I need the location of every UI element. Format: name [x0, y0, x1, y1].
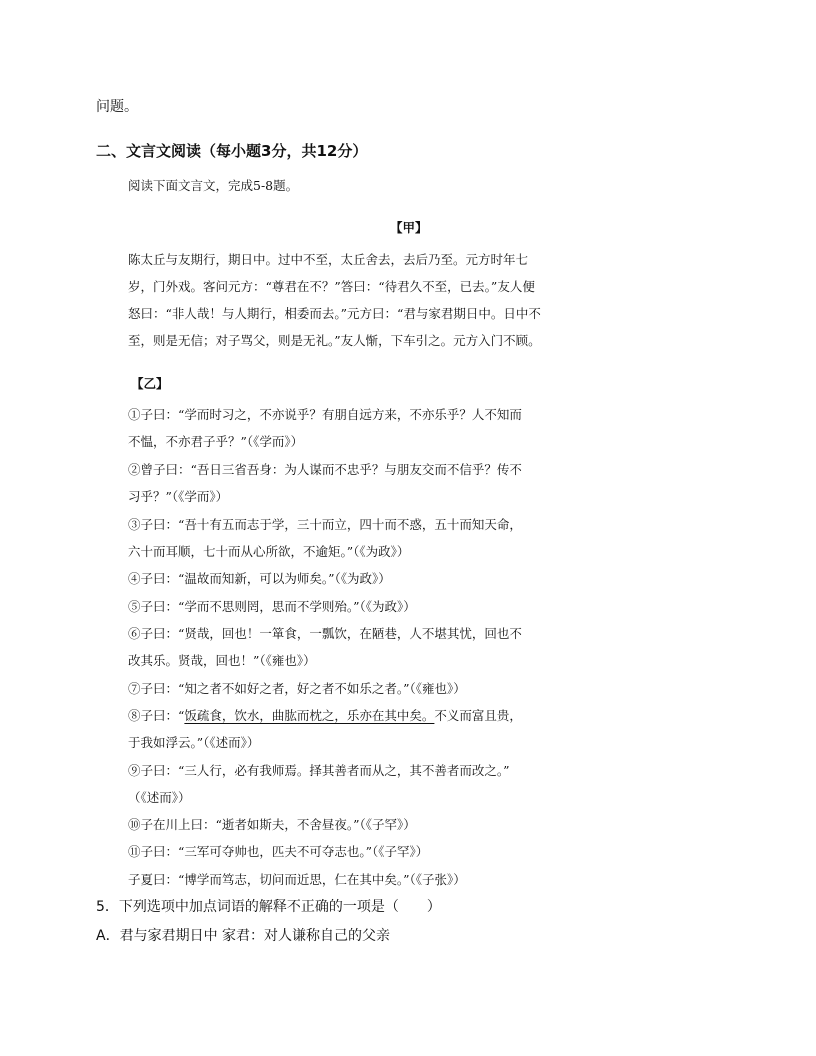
passage-yi-line: ⑩子在川上曰：“逝者如斯夫，不舍昼夜。”（《子罕》） — [128, 817, 416, 832]
passage-yi-line-prefix: ⑧子曰：“ — [128, 708, 185, 723]
instruction-text: 阅读下面文言文，完成5-8题。 — [128, 178, 299, 193]
question-option-a: A．君与家君期日中 家君：对人谦称自己的父亲 — [96, 928, 391, 944]
passage-jia-line: 至，则是无信；对子骂父，则是无礼。”友人惭，下车引之。元方入门不顾。 — [128, 333, 541, 348]
passage-yi-line: 不愠，不亦君子乎？”（《学而》） — [128, 434, 304, 449]
passage-yi-line-suffix: 不义而富且贵， — [434, 708, 522, 723]
passage-yi-line: ④子曰：“温故而知新，可以为师矣。”（《为政》） — [128, 571, 391, 586]
passage-yi-line: ⑪子曰：“三军可夺帅也，匹夫不可夺志也。”（《子罕》） — [128, 844, 429, 859]
passage-yi-line: ⑥子曰：“贤哉，回也！一箪食，一瓢饮，在陋巷，人不堪其忧，回也不 — [128, 626, 522, 641]
passage-yi-line: ⑤子曰：“学而不思则罔，思而不学则殆。”（《为政》） — [128, 599, 416, 614]
passage-yi-line: ⑦子曰：“知之者不如好之者，好之者不如乐之者。”（《雍也》） — [128, 681, 466, 696]
passage-yi-line: ⑨子曰：“三人行，必有我师焉。择其善者而从之，其不善者而改之。” — [128, 763, 510, 778]
passage-yi-line: 六十而耳顺，七十而从心所欲，不逾矩。”（《为政》） — [128, 544, 410, 559]
passage-yi-line: ②曾子曰：“吾日三省吾身：为人谋而不忠乎？与朋友交而不信乎？传不 — [128, 462, 522, 477]
passage-jia-title: 【甲】 — [390, 220, 428, 235]
passage-yi-line: 习乎？”（《学而》） — [128, 489, 229, 504]
passage-yi-line: 子夏曰：“博学而笃志，切问而近思，仁在其中矣。”（《子张》） — [128, 872, 466, 887]
passage-yi-line: （《述而》） — [128, 790, 191, 805]
passage-yi-line: ①子曰：“学而时习之，不亦说乎？有朋自远方来，不亦乐乎？人不知而 — [128, 407, 522, 422]
passage-jia-line: 怒曰：“非人哉！与人期行，相委而去。”元方曰：“君与家君期日中。日中不 — [128, 306, 541, 321]
underlined-sentence: 饭疏食，饮水，曲肱而枕之，乐亦在其中矣。 — [184, 708, 435, 723]
passage-yi-line — [128, 706, 522, 724]
passage-yi-line: 于我如浮云。”（《述而》） — [128, 735, 260, 750]
passage-yi-title: 【乙】 — [131, 376, 169, 391]
section-heading: 二、文言文阅读（每小题3分，共12分） — [96, 142, 368, 160]
passage-yi-line: 改其乐。贤哉，回也！”（《雍也》） — [128, 653, 316, 668]
passage-yi-line: ③子曰：“吾十有五而志于学，三十而立，四十而不惑，五十而知天命， — [128, 517, 522, 532]
question-stem: 5．下列选项中加点词语的解释不正确的一项是（ ） — [96, 899, 441, 915]
intro-tail-text: 问题。 — [96, 99, 138, 115]
passage-jia-line: 陈太丘与友期行，期日中。过中不至，太丘舍去，去后乃至。元方时年七 — [128, 252, 529, 267]
passage-jia-line: 岁，门外戏。客问元方：“尊君在不？”答曰：“待君久不至，已去。”友人便 — [128, 279, 535, 294]
